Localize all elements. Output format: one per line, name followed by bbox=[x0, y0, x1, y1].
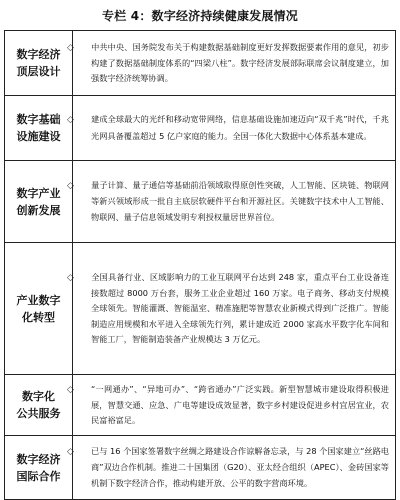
diamond-bullet-icon: ◇ bbox=[67, 272, 74, 283]
row-label bbox=[5, 243, 73, 375]
spec-table bbox=[4, 30, 396, 500]
row-label-line: 创新发展 bbox=[16, 203, 61, 217]
row-label-line: 产业数字 bbox=[16, 293, 61, 307]
row-content-text bbox=[67, 382, 389, 429]
box-title: 专栏 4：数字经济持续健康发展情况 bbox=[102, 9, 298, 23]
table-row bbox=[5, 96, 396, 161]
row-label-line: 数字经济 bbox=[16, 48, 61, 61]
row-content-text bbox=[67, 444, 389, 491]
row-content-text bbox=[67, 40, 389, 87]
row-label-line: 化转型 bbox=[22, 310, 55, 324]
row-content-body: 量子计算、量子通信等基础前沿领域取得原创性突破，人工智能、区块链、物联网等新兴领域形成一批自主底层软硬件平台和开源社区。关键数字技术中人工智能、物联网、量子信息领域发明专利授权量居世界首位。 bbox=[91, 180, 389, 222]
diamond-bullet-icon: ◇ bbox=[67, 181, 74, 192]
table-row bbox=[5, 375, 396, 436]
table-row bbox=[5, 31, 396, 96]
row-content bbox=[67, 243, 396, 375]
row-content-body: 全国具备行业、区域影响力的工业互联网平台达到 248 家，重点平台工业设备连接数超过 8000 万台套，服务工业企业超过 160 万家。电子商务、移动支付规模全球领先。智能灌溉、智能温室、精准施肥等智慧农业新模式得到广泛推广。智能制造应用规模和水平进入全球领先行列，累计建成近 2000 家高水平数字化车间和智能工厂，智能制造装备产业规模达 3 万亿元。 bbox=[91, 271, 389, 344]
row-label-line: 设施建设 bbox=[16, 130, 61, 143]
row-content bbox=[67, 161, 396, 243]
row-label-line: 顶层设计 bbox=[16, 65, 61, 78]
row-content-body: 中共中央、国务院发布关于构建数据基础制度更好发挥数据要素作用的意见，初步构建了数据基础制度体系的“四梁八柱”。数字经济发展部际联席会议制度建立，加强数字经济统筹协调。 bbox=[91, 41, 389, 84]
diamond-bullet-icon: ◇ bbox=[67, 42, 74, 53]
row-content bbox=[67, 31, 396, 96]
row-content-text bbox=[67, 178, 389, 225]
row-content bbox=[67, 96, 396, 161]
diamond-bullet-icon: ◇ bbox=[67, 115, 74, 126]
row-label-line: 数字化 bbox=[22, 390, 55, 403]
row-content-text bbox=[67, 270, 389, 347]
row-label bbox=[5, 31, 73, 96]
row-content-body: 已与 16 个国家签署数字丝绸之路建设合作谅解备忘录，与 28 个国家建立“丝路电商”双边合作机制。推进二十国集团（G20）、亚太经合组织（APEC）、金砖国家等机制下数字经济合作，推动构建开放、公平的数字营商环境。 bbox=[91, 446, 389, 488]
row-label-line: 数字产业 bbox=[16, 186, 61, 200]
row-label-line: 公共服务 bbox=[16, 407, 61, 420]
row-label bbox=[5, 161, 73, 243]
row-label bbox=[5, 375, 73, 436]
row-content bbox=[67, 375, 396, 436]
row-label-line: 数字经济 bbox=[16, 452, 61, 466]
row-content-body: 建成全球最大的光纤和移动宽带网络，信息基础设施加速迈向“双千兆”时代，千兆光网具备覆盖超过 5 亿户家庭的能力。全国一体化大数据中心体系基本建成。 bbox=[91, 114, 389, 141]
diamond-bullet-icon: ◇ bbox=[67, 447, 74, 458]
row-label-line: 数字基础 bbox=[16, 113, 61, 126]
diamond-bullet-icon: ◇ bbox=[67, 384, 74, 395]
row-label-line: 国际合作 bbox=[16, 469, 61, 483]
row-label bbox=[5, 96, 73, 161]
table-row bbox=[5, 243, 396, 375]
row-content-text bbox=[67, 112, 389, 143]
table-row bbox=[5, 161, 396, 243]
row-content-body: “一网通办”、“异地可办”、“跨省通办”广泛实践。新型智慧城市建设取得积极进展，智慧交通、应急、广电等建设成效显著，数字乡村建设促进乡村宜居宜业，农民富裕富足。 bbox=[91, 383, 389, 426]
